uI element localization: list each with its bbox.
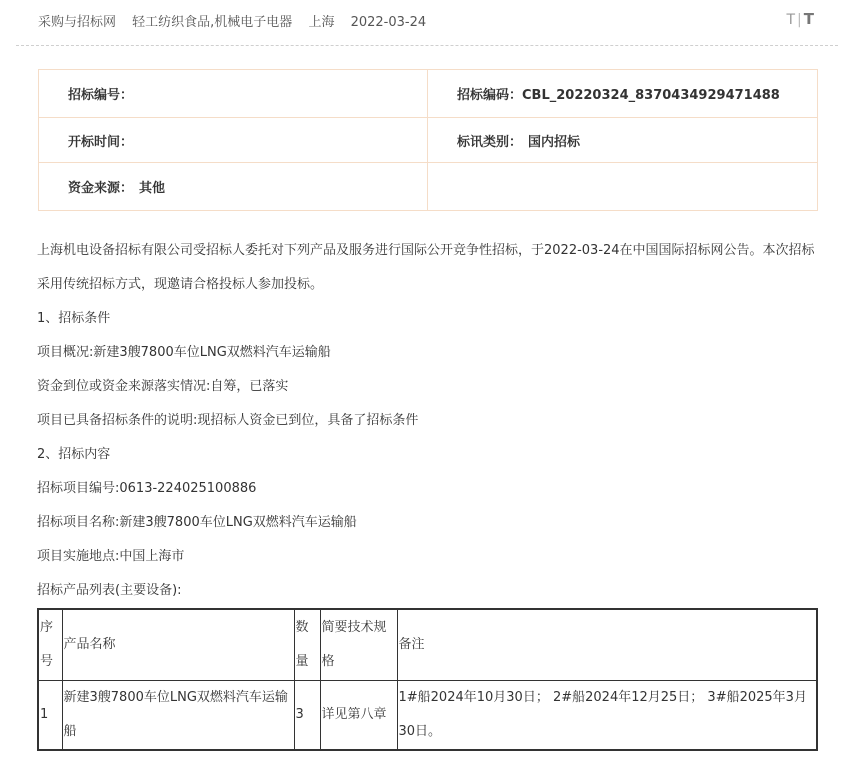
category[interactable]: 轻工纺织食品,机械电子电器 <box>132 15 293 30</box>
project-location: 项目实施地点:中国上海市 <box>37 549 185 564</box>
font-separator: | <box>797 12 802 28</box>
table-cell: 新建3艘7800车位LNG双燃料汽车运输船 <box>62 680 294 750</box>
font-small-button[interactable]: T <box>786 12 796 28</box>
open-time-label: 开标时间： <box>68 134 134 150</box>
fund-source-cell <box>39 163 428 211</box>
table-cell: 1#船2024年10月30日； 2#船2024年12月25日； 3#船2025年3月30日。 <box>397 680 817 750</box>
table-cell: 3 <box>294 680 320 750</box>
project-overview: 项目概况:新建3艘7800车位LNG双燃料汽车运输船 <box>37 345 331 360</box>
product-list-title: 招标产品列表(主要设备): <box>37 583 182 598</box>
header-cell: 数量 <box>294 609 320 680</box>
bid-code-cell <box>428 70 818 118</box>
announcement-body <box>37 234 822 608</box>
table-header-row <box>38 609 817 680</box>
bid-code-value: CBL_20220324_8370434929471488 <box>522 88 780 103</box>
table-cell: 详见第八章 <box>320 680 397 750</box>
section-conditions-title: 1、招标条件 <box>37 311 111 326</box>
product-table <box>37 608 818 751</box>
empty-cell <box>428 163 818 211</box>
bid-type-cell <box>428 118 818 163</box>
conditions-note: 项目已具备招标条件的说明:现招标人资金已到位，具备了招标条件 <box>37 413 419 428</box>
project-name: 招标项目名称:新建3艘7800车位LNG双燃料汽车运输船 <box>37 515 357 530</box>
bid-type-label: 标讯类别： <box>457 134 523 150</box>
open-time-cell <box>39 118 428 163</box>
fund-source-value: 其他 <box>139 181 166 196</box>
region[interactable]: 上海 <box>308 15 335 30</box>
font-large-button[interactable]: T <box>803 10 814 28</box>
table-row <box>38 680 817 750</box>
publish-date: 2022-03-24 <box>350 15 427 30</box>
header-cell: 备注 <box>397 609 817 680</box>
header-cell: 产品名称 <box>62 609 294 680</box>
site-name[interactable]: 采购与招标网 <box>38 15 117 30</box>
breadcrumb <box>38 11 438 30</box>
bid-info-table <box>38 69 818 211</box>
font-size-switcher <box>786 10 814 28</box>
bid-code-label: 招标编码： <box>457 88 523 103</box>
section-content-title: 2、招标内容 <box>37 447 111 462</box>
intro-paragraph: 上海机电设备招标有限公司受招标人委托对下列产品及服务进行国际公开竞争性招标，于2022-03-24在中国国际招标网公告。本次招标采用传统招标方式，现邀请合格投标人参加投标。 <box>37 243 815 292</box>
table-cell: 1 <box>38 680 62 750</box>
bid-type-value: 国内招标 <box>528 134 581 150</box>
header-cell: 序号 <box>38 609 62 680</box>
fund-status: 资金到位或资金来源落实情况:自筹，已落实 <box>37 379 289 394</box>
project-number: 招标项目编号:0613-224025100886 <box>37 481 257 496</box>
header-bar <box>16 0 838 46</box>
bid-number-label: 招标编号： <box>68 88 134 103</box>
fund-source-label: 资金来源： <box>68 181 134 196</box>
bid-number-cell <box>39 70 428 118</box>
header-cell: 简要技术规格 <box>320 609 397 680</box>
